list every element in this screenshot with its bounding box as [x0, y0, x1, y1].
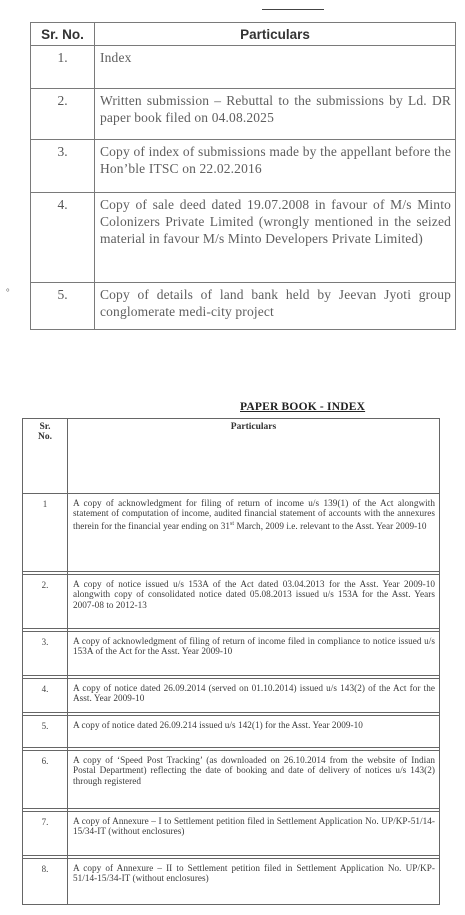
row-particulars: Index	[95, 46, 456, 89]
row-sr: 3.	[23, 632, 68, 676]
table-row	[23, 632, 440, 676]
top-rule	[262, 9, 324, 10]
submission-index-table	[30, 22, 456, 330]
table-header-row	[23, 419, 440, 494]
table-row	[31, 46, 456, 89]
header-sr-no: Sr. No.	[31, 23, 95, 46]
header-sr-no	[23, 419, 68, 494]
row-sr: 3.	[31, 140, 95, 193]
row-sr: 1	[23, 494, 68, 572]
table-row	[23, 812, 440, 856]
header-particulars: Particulars	[68, 419, 440, 494]
row-particulars: Copy of index of submissions made by the appellant before the Hon’ble ITSC on 22.02.2016	[95, 140, 456, 193]
paper-book-index-table	[22, 418, 440, 905]
row-particulars: A copy of acknowledgment of filing of return of income filed in compliance to notice issued u/s 153A of the Act for the Asst. Year 2009-10	[68, 632, 440, 676]
row-particulars: Copy of sale deed dated 19.07.2008 in favour of M/s Minto Colonizers Private Limited (wrongly mentioned in the seized material in favour M/s Minto Developers Private Limited)	[95, 193, 456, 283]
row-particulars: A copy of ‘Speed Post Tracking’ (as downloaded on 26.10.2014 from the website of Indian Postal Department) reflecting the date of booking and date of delivery of notices u/s 143(2) through registered	[68, 751, 440, 809]
row-particulars: A copy of notice issued u/s 153A of the Act dated 03.04.2013 for the Asst. Year 2009-10 alongwith copy of consolidated notice dated 05.08.2013 issued u/s 153A for the Asst. Years 2007-08 to 2012-13	[68, 575, 440, 629]
table-row	[23, 751, 440, 809]
row-text-b: March, 2009 i.e. relevant to the Asst. Year 2009-10	[234, 520, 427, 531]
row-sr: 2.	[31, 89, 95, 140]
paper-book-title: PAPER BOOK - INDEX	[240, 401, 366, 413]
row-sr: 7.	[23, 812, 68, 856]
table-row	[31, 283, 456, 330]
row-sr: 4.	[23, 679, 68, 713]
table-row	[23, 859, 440, 905]
row-particulars: A copy of Annexure – I to Settlement petition filed in Settlement Application No. UP/KP-51/14-15/34-IT (without enclosures)	[68, 812, 440, 856]
table-row	[23, 716, 440, 748]
header-particulars: Particulars	[95, 23, 456, 46]
header-sr-line2: No.	[38, 432, 52, 442]
row-particulars: A copy of Annexure – II to Settlement petition filed in Settlement Application No. UP/KP-51/14-15/34-IT (without enclosures)	[68, 859, 440, 905]
row-particulars: A copy of notice dated 26.09.2014 (served on 01.10.2014) issued u/s 143(2) of the Act for the Asst. Year 2009-10	[68, 679, 440, 713]
table-row	[31, 193, 456, 283]
row-sr: 5.	[31, 283, 95, 330]
table-row	[23, 679, 440, 713]
row-text-a: A copy of acknowledgment for filing of return of income u/s 139(1) of the Act alongwith statement of computation of income, audited financial statement of accounts with the annexures therein for the financial year ending on 31	[73, 498, 435, 531]
row-particulars: Written submission – Rebuttal to the submissions by Ld. DR paper book filed on 04.08.2025	[95, 89, 456, 140]
table-header-row	[31, 23, 456, 46]
row-sr: 5.	[23, 716, 68, 748]
row-particulars	[68, 494, 440, 572]
row-sup: st	[230, 520, 235, 527]
row-sr: 1.	[31, 46, 95, 89]
row-sr: 6.	[23, 751, 68, 809]
header-sr-line1: Sr.	[39, 422, 51, 432]
row-sr: 4.	[31, 193, 95, 283]
table-row	[31, 89, 456, 140]
row-particulars: Copy of details of land bank held by Jeevan Jyoti group conglomerate medi-city project	[95, 283, 456, 330]
row-sr: 8.	[23, 859, 68, 905]
stray-mark: °	[6, 287, 10, 297]
table-row	[23, 494, 440, 572]
table-row	[31, 140, 456, 193]
row-particulars: A copy of notice dated 26.09.214 issued u/s 142(1) for the Asst. Year 2009-10	[68, 716, 440, 748]
table-row	[23, 575, 440, 629]
row-sr: 2.	[23, 575, 68, 629]
